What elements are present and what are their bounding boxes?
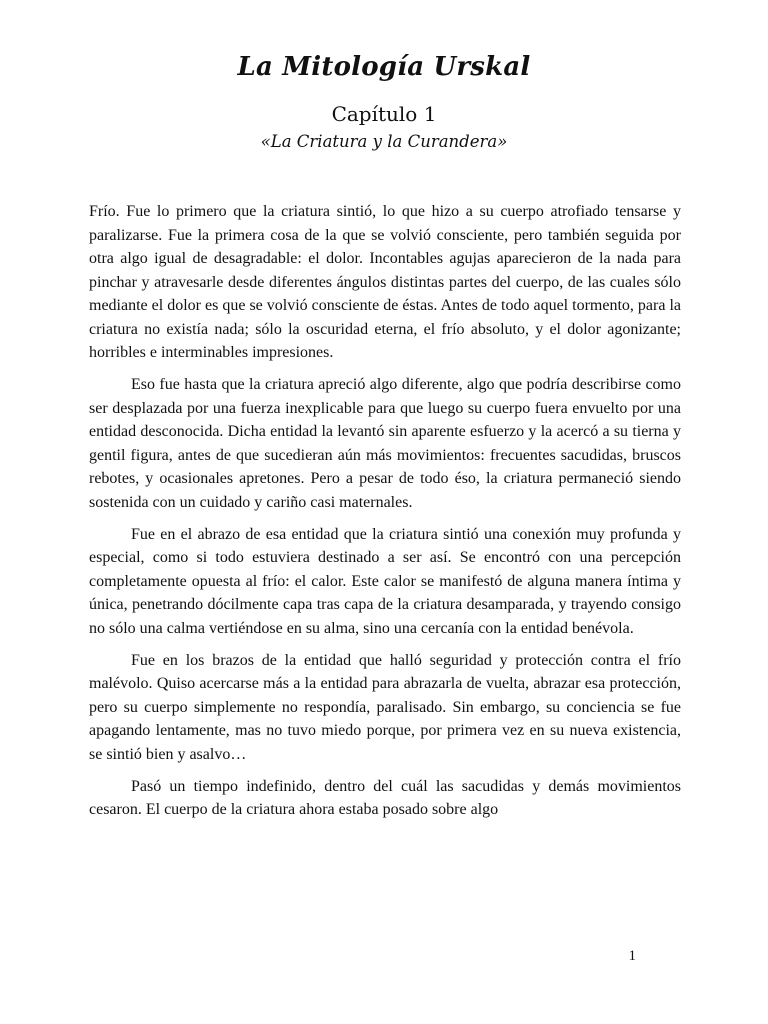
- paragraph: Fue en los brazos de la entidad que halló seguridad y protección contra el frío malévolo. Quiso acercarse más a la entidad para abrazarla de vuelta, abrazar esa protección, pero su cuerpo simplemente no respondía, paralisado. Sin embargo, su conciencia se fue apagando lentamente, mas no tuvo miedo porque, por primera vez en su nueva existencia, se sintió bien y asalvo…: [89, 651, 681, 763]
- page-number: 1: [628, 948, 636, 964]
- document-title: La Mitología Urskal: [237, 52, 531, 82]
- chapter-body: [89, 200, 681, 830]
- paragraph: Pasó un tiempo indefinido, dentro del cuál las sacudidas y demás movimientos cesaron. El cuerpo de la criatura ahora estaba posado sobre algo: [89, 777, 681, 818]
- paragraph: Eso fue hasta que la criatura apreció algo diferente, algo que podría describirse como ser desplazada por una fuerza inexplicable para que luego su cuerpo fuera envuelto por una entidad desconocida. Dicha entidad la levantó sin aparente esfuerzo y la acercó a su tierna y gentil figura, antes de que sucedieran aún más movimientos: frecuentes sacudidas, bruscos rebotes, y ocasionales apretones. Pero a pesar de todo éso, la criatura permaneció siendo sostenida con un cuidado y cariño casi maternales.: [89, 376, 681, 511]
- chapter-subtitle: «La Criatura y la Curandera»: [260, 132, 508, 151]
- paragraph: Frío. Fue lo primero que la criatura sintió, lo que hizo a su cuerpo atrofiado tensarse y paralizarse. Fue la primera cosa de la que se volvió consciente, pero también seguida por otra algo igual de desagradable: el dolor. Incontables agujas aparecieron de la nada para pinchar y atravesarle desde diferentes ángulos distintas partes del cuerpo, de las cuales sólo mediante el dolor es que se volvió consciente de éstas. Antes de todo aquel tormento, para la criatura no existía nada; sólo la oscuridad eterna, el frío absoluto, y el dolor agonizante; horribles e interminables impresiones.: [89, 203, 681, 361]
- chapter-heading: Capítulo 1: [331, 102, 437, 126]
- paragraph: Fue en el abrazo de esa entidad que la criatura sintió una conexión muy profunda y especial, como si todo estuviera destinado a ser así. Se encontró con una percepción completamente opuesta al frío: el calor. Este calor se manifestó de alguna manera íntima y única, penetrando dócilmente capa tras capa de la criatura desamparada, y trayendo consigo no sólo una calma vertiéndose en su alma, sino una cercanía con la entidad benévola.: [89, 525, 681, 637]
